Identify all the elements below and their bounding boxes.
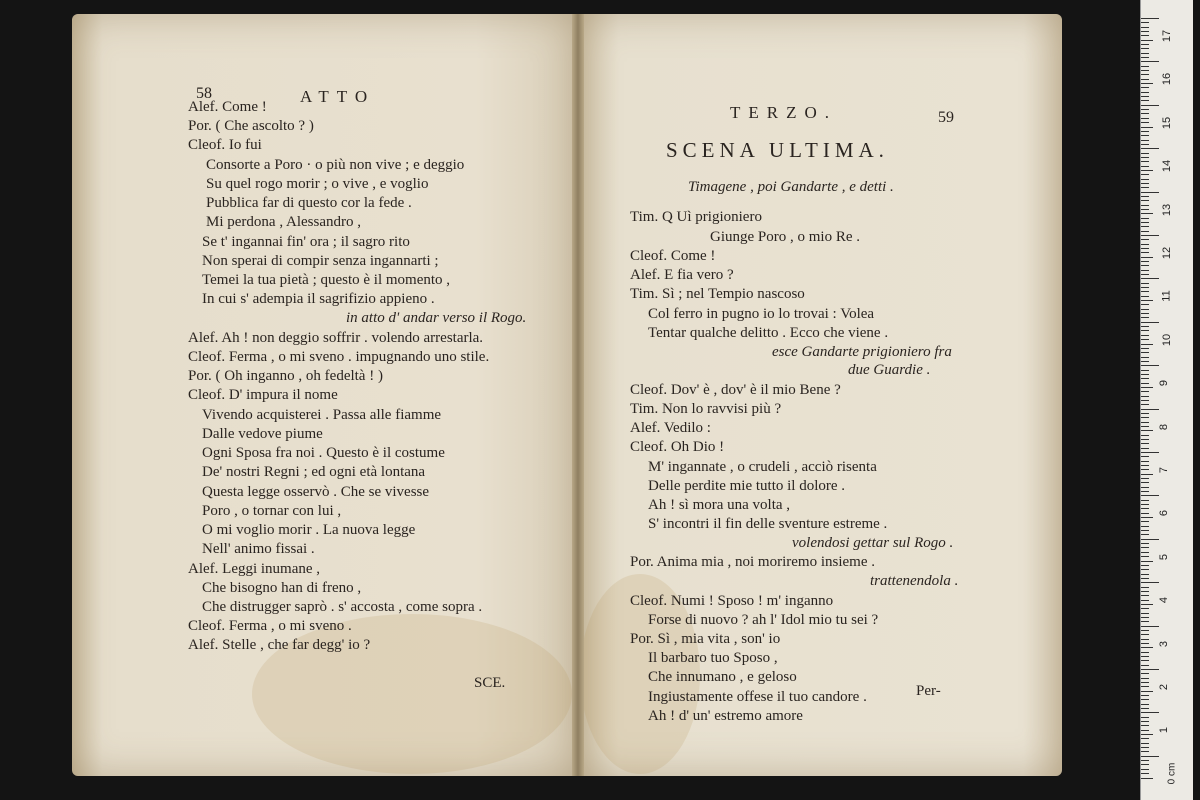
ruler-tick: [1141, 161, 1149, 162]
ruler-tick: [1141, 743, 1149, 744]
ruler-tick: [1141, 652, 1149, 653]
ruler-tick: [1141, 144, 1149, 145]
ruler-tick: [1141, 613, 1149, 614]
ruler-tick: [1141, 404, 1149, 405]
ruler-tick: [1141, 391, 1149, 392]
ruler-tick: [1141, 482, 1149, 483]
ruler-tick: [1141, 608, 1149, 609]
ruler-tick: [1141, 565, 1149, 566]
ruler-tick: [1141, 552, 1149, 553]
ruler-tick: [1141, 543, 1149, 544]
text-line: Su quel rogo morir ; o vive , e voglio: [206, 176, 429, 192]
ruler-tick: [1141, 413, 1149, 414]
ruler-number: 12: [1161, 246, 1174, 260]
text-line: Por. ( Che ascolto ? ): [188, 118, 314, 134]
ruler-tick: [1141, 157, 1149, 158]
ruler-tick: [1141, 396, 1149, 397]
ruler-tick: [1141, 400, 1149, 401]
ruler-number: 9: [1158, 380, 1171, 387]
ruler-tick: [1141, 621, 1149, 622]
ruler-tick: [1141, 183, 1149, 184]
ruler-tick: [1141, 513, 1149, 514]
text-line: Alef. E fia vero ?: [630, 267, 734, 283]
ruler-tick: [1141, 751, 1149, 752]
ruler-tick: [1141, 61, 1159, 62]
ruler-tick: [1141, 747, 1149, 748]
ruler-number: 6: [1158, 510, 1171, 517]
ruler-tick: [1141, 495, 1159, 496]
ruler-tick: [1141, 487, 1149, 488]
ruler-tick: [1141, 326, 1149, 327]
text-line: De' nostri Regni ; ed ogni età lontana: [202, 464, 426, 480]
ruler-tick: [1141, 456, 1149, 457]
text-line: Che distrugger saprò . s' accosta , come sopra .: [202, 599, 483, 615]
text-line: Forse di nuovo ? ah l' Idol mio tu sei ?: [648, 612, 879, 628]
ruler-tick: [1141, 656, 1149, 657]
text-line: Alef. Vedilo :: [630, 420, 711, 436]
stage-direction-line: in atto d' andar verso il Rogo.: [346, 310, 527, 326]
ruler-number: 2: [1158, 683, 1171, 691]
ruler-tick: [1141, 153, 1149, 154]
ruler-number: 10: [1161, 333, 1174, 346]
ruler-tick: [1141, 74, 1149, 75]
ruler-tick: [1141, 113, 1149, 114]
ruler-tick: [1141, 196, 1149, 197]
ruler-tick: [1141, 634, 1149, 635]
ruler-tick: [1141, 491, 1149, 492]
ruler-tick: [1141, 92, 1149, 93]
ruler-tick: [1141, 122, 1149, 123]
left-catchword: SCE.: [474, 675, 506, 691]
ruler-tick: [1141, 443, 1149, 444]
ruler-tick: [1141, 270, 1149, 271]
ruler-tick: [1141, 22, 1149, 23]
ruler-tick: [1141, 344, 1153, 345]
ruler-tick: [1141, 317, 1149, 318]
ruler-tick: [1141, 300, 1153, 301]
ruler-tick: [1141, 448, 1149, 449]
ruler-number: 17: [1161, 29, 1174, 43]
ruler-tick: [1141, 335, 1149, 336]
text-line: S' incontri il fin delle sventure estreme .: [648, 516, 888, 532]
ruler-number: 3: [1158, 640, 1171, 647]
ruler-tick: [1141, 717, 1149, 718]
ruler-tick: [1141, 226, 1149, 227]
text-line: Che bisogno han di freno ,: [202, 580, 362, 596]
text-line: O mi voglio morir . La nuova legge: [202, 522, 416, 538]
ruler-tick: [1141, 630, 1149, 631]
ruler-tick: [1141, 231, 1149, 232]
text-line: Pubblica far di questo cor la fede .: [206, 195, 412, 211]
ruler-tick: [1141, 422, 1149, 423]
ruler-tick: [1141, 105, 1159, 106]
ruler-tick: [1141, 179, 1149, 180]
ruler-tick: [1141, 209, 1149, 210]
ruler-tick: [1141, 712, 1159, 713]
ruler-tick: [1141, 100, 1149, 101]
ruler-tick: [1141, 257, 1153, 258]
text-line: Cleof. Io fui: [188, 137, 262, 153]
ruler-tick: [1141, 57, 1149, 58]
ruler-tick: [1141, 738, 1149, 739]
text-line: Ingiustamente offese il tuo candore .: [648, 689, 867, 705]
ruler-tick: [1141, 760, 1149, 761]
ruler-number: 8: [1158, 423, 1171, 430]
right-catchword: Per-: [916, 683, 941, 699]
ruler-tick: [1141, 218, 1149, 219]
text-line: Cleof. Numi ! Sposo ! m' inganno: [630, 593, 834, 609]
text-line: Cleof. Ferma , o mi sveno .: [188, 618, 352, 634]
ruler-tick: [1141, 626, 1159, 627]
ruler-tick: [1141, 756, 1159, 757]
ruler-tick: [1141, 695, 1149, 696]
ruler-tick: [1141, 235, 1159, 236]
ruler-tick: [1141, 769, 1149, 770]
ruler-tick: [1141, 643, 1149, 644]
ruler-tick: [1141, 53, 1149, 54]
text-line: Ah ! d' un' estremo amore: [648, 708, 803, 724]
text-line: Nell' animo fissai .: [202, 541, 315, 557]
text-line: Questa legge osservò . Che se vivesse: [202, 484, 430, 500]
right-running-head: TERZO.: [730, 103, 838, 122]
ruler-tick: [1141, 35, 1149, 36]
ruler-tick: [1141, 730, 1149, 731]
ruler-tick: [1141, 452, 1159, 453]
ruler-tick: [1141, 686, 1149, 687]
ruler-tick: [1141, 617, 1149, 618]
ruler-tick: [1141, 595, 1149, 596]
ruler-tick: [1141, 556, 1149, 557]
ruler-tick: [1141, 339, 1149, 340]
left-page-number: 58: [196, 85, 212, 102]
text-line: Vivendo acquisterei . Passa alle fiamme: [202, 407, 442, 423]
ruler-tick: [1141, 704, 1149, 705]
ruler-number: 16: [1161, 73, 1174, 86]
text-line: Col ferro in pugno io lo trovai : Volea: [648, 306, 875, 322]
ruler-tick: [1141, 665, 1149, 666]
text-line: Temei la tua pietà ; questo è il momento ,: [202, 272, 451, 288]
ruler-number: 1: [1158, 727, 1171, 734]
text-line: Alef. Stelle , che far degg' io ?: [188, 637, 371, 653]
ruler-tick: [1141, 682, 1149, 683]
ruler-tick: [1141, 426, 1149, 427]
ruler-tick: [1141, 521, 1149, 522]
ruler-tick: [1141, 530, 1149, 531]
text-line: Por. ( Oh inganno , oh fedeltà ! ): [188, 368, 383, 384]
ruler-tick: [1141, 66, 1149, 67]
ruler-number: 13: [1161, 203, 1174, 216]
ruler-tick: [1141, 213, 1153, 214]
ruler-tick: [1141, 725, 1149, 726]
ruler-tick: [1141, 127, 1153, 128]
text-line: Consorte a Poro · o più non vive ; e deggio: [206, 157, 465, 173]
ruler-tick: [1141, 148, 1159, 149]
ruler-tick: [1141, 296, 1149, 297]
ruler-tick: [1141, 18, 1159, 19]
ruler-tick: [1141, 547, 1149, 548]
ruler-tick: [1141, 647, 1153, 648]
ruler-tick: [1141, 600, 1149, 601]
ruler-number: 4: [1158, 597, 1171, 604]
ruler-tick: [1141, 478, 1149, 479]
ruler-tick: [1141, 504, 1149, 505]
ruler-tick: [1141, 131, 1149, 132]
ruler-tick: [1141, 587, 1149, 588]
ruler-tick: [1141, 309, 1149, 310]
ruler-tick: [1141, 205, 1149, 206]
ruler-tick: [1141, 539, 1159, 540]
ruler-tick: [1141, 639, 1149, 640]
ruler-tick: [1141, 721, 1149, 722]
text-line: Ah ! sì mora una volta ,: [648, 497, 791, 513]
ruler-tick: [1141, 417, 1149, 418]
text-line: Tim. Non lo ravvisi più ?: [630, 401, 782, 417]
text-line: M' ingannate , o crudeli , acciò risenta: [648, 459, 877, 475]
stage-direction-line: due Guardie .: [848, 362, 931, 378]
ruler-tick: [1141, 192, 1159, 193]
ruler-number: 5: [1158, 553, 1171, 560]
text-line: Mi perdona , Alessandro ,: [206, 214, 361, 230]
ruler-tick: [1141, 374, 1149, 375]
text-line: Poro , o tornar con lui ,: [202, 503, 342, 519]
ruler-tick: [1141, 40, 1153, 41]
ruler-tick: [1141, 465, 1149, 466]
ruler-tick: [1141, 322, 1159, 323]
ruler-tick: [1141, 764, 1149, 765]
ruler-tick: [1141, 44, 1149, 45]
ruler-tick: [1141, 474, 1153, 475]
text-line: Tim. Q Uì prigioniero: [630, 209, 762, 225]
ruler-tick: [1141, 604, 1153, 605]
ruler-tick: [1141, 778, 1153, 779]
ruler-tick: [1141, 174, 1149, 175]
text-line: In cui s' adempia il sagrifizio appieno .: [202, 291, 435, 307]
ruler-tick: [1141, 200, 1149, 201]
ruler-tick: [1141, 79, 1149, 80]
ruler-tick: [1141, 361, 1149, 362]
ruler-tick: [1141, 118, 1149, 119]
ruler-tick: [1141, 561, 1153, 562]
ruler-tick: [1141, 187, 1149, 188]
ruler-tick: [1141, 691, 1153, 692]
ruler-tick: [1141, 383, 1149, 384]
ruler-tick: [1141, 387, 1153, 388]
ruler-tick: [1141, 70, 1149, 71]
text-line: Alef. Come !: [188, 99, 267, 115]
ruler-tick: [1141, 170, 1153, 171]
ruler-tick: [1141, 239, 1149, 240]
ruler-unit: 0 cm: [1166, 762, 1178, 785]
ruler-tick: [1141, 330, 1149, 331]
ruler-tick: [1141, 569, 1149, 570]
text-line: Che innumano , e geloso: [648, 669, 797, 685]
text-line: Delle perdite mie tutto il dolore .: [648, 478, 846, 494]
left-running-head: ATTO: [300, 87, 376, 106]
ruler-tick: [1141, 96, 1149, 97]
ruler-tick: [1141, 508, 1149, 509]
ruler-tick: [1141, 166, 1149, 167]
ruler-number: 15: [1161, 116, 1174, 129]
ruler-tick: [1141, 265, 1149, 266]
ruler-tick: [1141, 534, 1149, 535]
ruler-tick: [1141, 582, 1159, 583]
ruler-tick: [1141, 287, 1149, 288]
text-line: Se t' ingannai fin' ora ; il sagro rito: [202, 234, 410, 250]
text-line: Cleof. D' impura il nome: [188, 387, 338, 403]
ruler-tick: [1141, 526, 1149, 527]
ruler-tick: [1141, 140, 1149, 141]
ruler-tick: [1141, 27, 1149, 28]
stage-direction-line: trattenendola .: [870, 573, 959, 589]
ruler-tick: [1141, 357, 1149, 358]
ruler-tick: [1141, 430, 1153, 431]
text-line: Cleof. Ferma , o mi sveno . impugnando uno stile.: [188, 349, 490, 365]
ruler-tick: [1141, 574, 1149, 575]
stage-direction: Timagene , poi Gandarte , e detti .: [688, 179, 894, 195]
ruler-tick: [1141, 699, 1149, 700]
ruler-tick: [1141, 244, 1149, 245]
ruler-tick: [1141, 252, 1149, 253]
text-line: Ogni Sposa fra noi . Questo è il costume: [202, 445, 445, 461]
text-line: Cleof. Oh Dio !: [630, 439, 725, 455]
stage-direction-line: esce Gandarte prigioniero fra: [772, 344, 952, 360]
text-line: Cleof. Come !: [630, 248, 716, 264]
text-line: Alef. Leggi inumane ,: [188, 561, 321, 577]
book-gutter: [572, 14, 584, 776]
text-line: Alef. Ah ! non deggio soffrir . volendo arrestarla.: [188, 330, 484, 346]
ruler-tick: [1141, 365, 1159, 366]
ruler-tick: [1141, 291, 1149, 292]
ruler-tick: [1141, 222, 1149, 223]
ruler-tick: [1141, 109, 1149, 110]
text-line: Por. Sì , mia vita , son' io: [630, 631, 781, 647]
ruler-number: 14: [1161, 160, 1174, 173]
ruler-tick: [1141, 773, 1149, 774]
ruler-tick: [1141, 378, 1149, 379]
right-page-number: 59: [938, 109, 954, 126]
ruler-tick: [1141, 278, 1159, 279]
ruler-tick: [1141, 678, 1149, 679]
ruler-tick: [1141, 578, 1149, 579]
ruler-number: 11: [1160, 290, 1173, 303]
ruler-tick: [1141, 673, 1149, 674]
measurement-ruler: [1140, 0, 1193, 800]
ruler-tick: [1141, 591, 1149, 592]
ruler-tick: [1141, 734, 1153, 735]
ruler-tick: [1141, 435, 1149, 436]
ruler-tick: [1141, 352, 1149, 353]
ruler-number: 7: [1158, 466, 1171, 474]
ruler-tick: [1141, 708, 1149, 709]
ruler-tick: [1141, 87, 1149, 88]
text-line: Cleof. Dov' è , dov' è il mio Bene ?: [630, 382, 841, 398]
ruler-tick: [1141, 304, 1149, 305]
ruler-tick: [1141, 48, 1149, 49]
ruler-tick: [1141, 517, 1153, 518]
stage-direction-line: volendosi gettar sul Rogo .: [792, 535, 954, 551]
text-line: Giunge Poro , o mio Re .: [710, 229, 860, 245]
ruler-tick: [1141, 660, 1149, 661]
text-line: Il barbaro tuo Sposo ,: [648, 650, 778, 666]
ruler-tick: [1141, 439, 1149, 440]
ruler-tick: [1141, 274, 1149, 275]
scene-title: SCENA ULTIMA.: [666, 138, 889, 162]
ruler-tick: [1141, 248, 1149, 249]
ruler-tick: [1141, 283, 1149, 284]
text-line: Por. Anima mia , noi moriremo insieme .: [630, 554, 875, 570]
text-line: Non sperai di compir senza ingannarti ;: [202, 253, 439, 269]
text-line: Dalle vedove piume: [202, 426, 323, 442]
text-line: Tim. Sì ; nel Tempio nascoso: [630, 286, 805, 302]
ruler-tick: [1141, 31, 1149, 32]
ruler-tick: [1141, 370, 1149, 371]
text-line: Tentar qualche delitto . Ecco che viene .: [648, 325, 889, 341]
ruler-tick: [1141, 348, 1149, 349]
ruler-tick: [1141, 461, 1149, 462]
ruler-tick: [1141, 669, 1159, 670]
ruler-tick: [1141, 313, 1149, 314]
ruler-tick: [1141, 409, 1159, 410]
ruler-tick: [1141, 469, 1149, 470]
ruler-tick: [1141, 83, 1153, 84]
ruler-tick: [1141, 500, 1149, 501]
ruler-tick: [1141, 135, 1149, 136]
ruler-tick: [1141, 261, 1149, 262]
